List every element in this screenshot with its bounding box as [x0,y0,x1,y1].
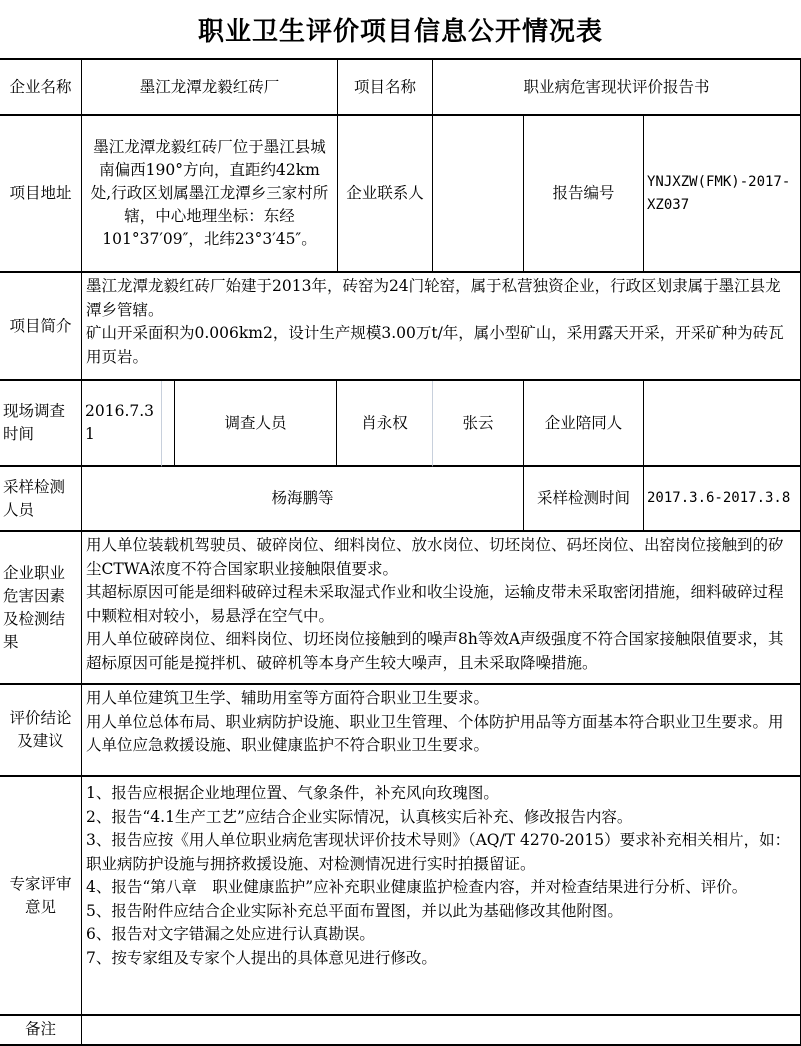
surveyor-1: 肖永权 [337,381,433,467]
expert-opinion-text [82,777,801,1016]
sampling-staff-label: 采样检测人员 [0,467,82,532]
expert-opinion-item: 6、报告对文字错漏之处应进行认真勘误。 [86,925,375,943]
contact-label: 企业联系人 [338,116,433,273]
company-name-value: 墨江龙潭龙毅红砖厂 [82,60,338,116]
page-title: 职业卫生评价项目信息公开情况表 [0,0,801,60]
company-name-label: 企业名称 [0,60,82,116]
expert-opinion-item: 1、报告应根据企业地理位置、气象条件，补充风向玫瑰图。 [86,784,499,802]
survey-time-value: 2016.7.31 [82,381,162,467]
expert-opinion-item: 5、报告附件应结合企业实际补充总平面布置图，并以此为基础修改其他附图。 [86,901,623,920]
expert-opinion-label: 专家评审意见 [0,777,82,1016]
project-name-value: 职业病危害现状评价报告书 [433,60,801,116]
hazard-line: 用人单位装载机驾驶员、破碎岗位、细料岗位、放水岗位、切坯岗位、码坯岗位、出窑岗位接触到的矽尘CTWA浓度不符合国家职业接触限值要求。 [86,536,784,578]
sampling-time-label: 采样检测时间 [524,467,644,532]
expert-opinion-item: 4、报告“第八章 职业健康监护”应补充职业健康监护检查内容，并对检查结果进行分析、评价。 [86,878,748,896]
survey-time-label: 现场调查时间 [0,381,82,467]
hazard-line: 其超标原因可能是细料破碎过程未采取湿式作业和收尘设施，运输皮带未采取密闭措施，细料破碎过程中颗粒相对较小，易悬浮在空气中。 [86,583,784,625]
report-number-label: 报告编号 [524,116,644,273]
escort-value [644,381,801,467]
expert-opinion-item: 3、报告应按《用人单位职业病危害现状评价技术导则》（AQ/T 4270-2015）要求补充相关相片，如：职业病防护设施与拥挤救援设施、对检测情况进行实时拍摄留证。 [86,831,791,873]
intro-line: 墨江龙潭龙毅红砖厂始建于2013年，砖窑为24门轮窑，属于私营独资企业，行政区划隶属于墨江县龙潭乡管辖。 [86,277,781,319]
hazard-line: 用人单位破碎岗位、细料岗位、切坯岗位接触到的噪声8h等效A声级强度不符合国家接触限值要求，其超标原因可能是搅拌机、破碎机等本身产生较大噪声，且未采取降噪措施。 [86,630,784,672]
conclusion-text [82,685,801,777]
expert-opinion-item: 2、报告“4.1生产工艺”应结合企业实际情况，认真核实后补充、修改报告内容。 [86,807,633,826]
escort-label: 企业陪同人 [524,381,644,467]
intro-line: 矿山开采面积为0.006km2，设计生产规模3.00万t/年，属小型矿山，采用露天开采，开采矿种为砖瓦用页岩。 [86,324,784,366]
surveyor-2: 张云 [433,381,524,467]
empty-cell [162,381,175,467]
hazard-label: 企业职业危害因素及检测结果 [0,532,82,685]
hazard-text [82,532,801,685]
address-value: 墨江龙潭龙毅红砖厂位于墨江县城南偏西190°方向，直距约42km处,行政区划属墨江龙潭乡三家村所辖，中心地理坐标：东经101°37′09″，北纬23°3′45″。 [82,116,338,273]
sampling-staff-value: 杨海鹏等 [82,467,524,532]
intro-label: 项目简介 [0,273,82,381]
sampling-time-value: 2017.3.6-2017.3.8 [644,467,801,532]
address-label: 项目地址 [0,116,82,273]
intro-text [82,273,801,381]
expert-opinion-item: 7、按专家组及专家个人提出的具体意见进行修改。 [86,948,437,967]
conclusion-label: 评价结论及建议 [0,685,82,777]
project-name-label: 项目名称 [338,60,433,116]
conclusion-line: 用人单位建筑卫生学、辅助用室等方面符合职业卫生要求。 [86,689,490,707]
conclusion-line: 用人单位总体布局、职业病防护设施、职业卫生管理、个体防护用品等方面基本符合职业卫生要求。用人单位应急救援设施、职业健康监护不符合职业卫生要求。 [86,712,784,754]
surveyors-label: 调查人员 [175,381,337,467]
report-number-value: YNJXZW(FMK)-2017-XZ037 [644,116,801,273]
contact-value [433,116,524,273]
remark-label: 备注 [0,1016,82,1046]
